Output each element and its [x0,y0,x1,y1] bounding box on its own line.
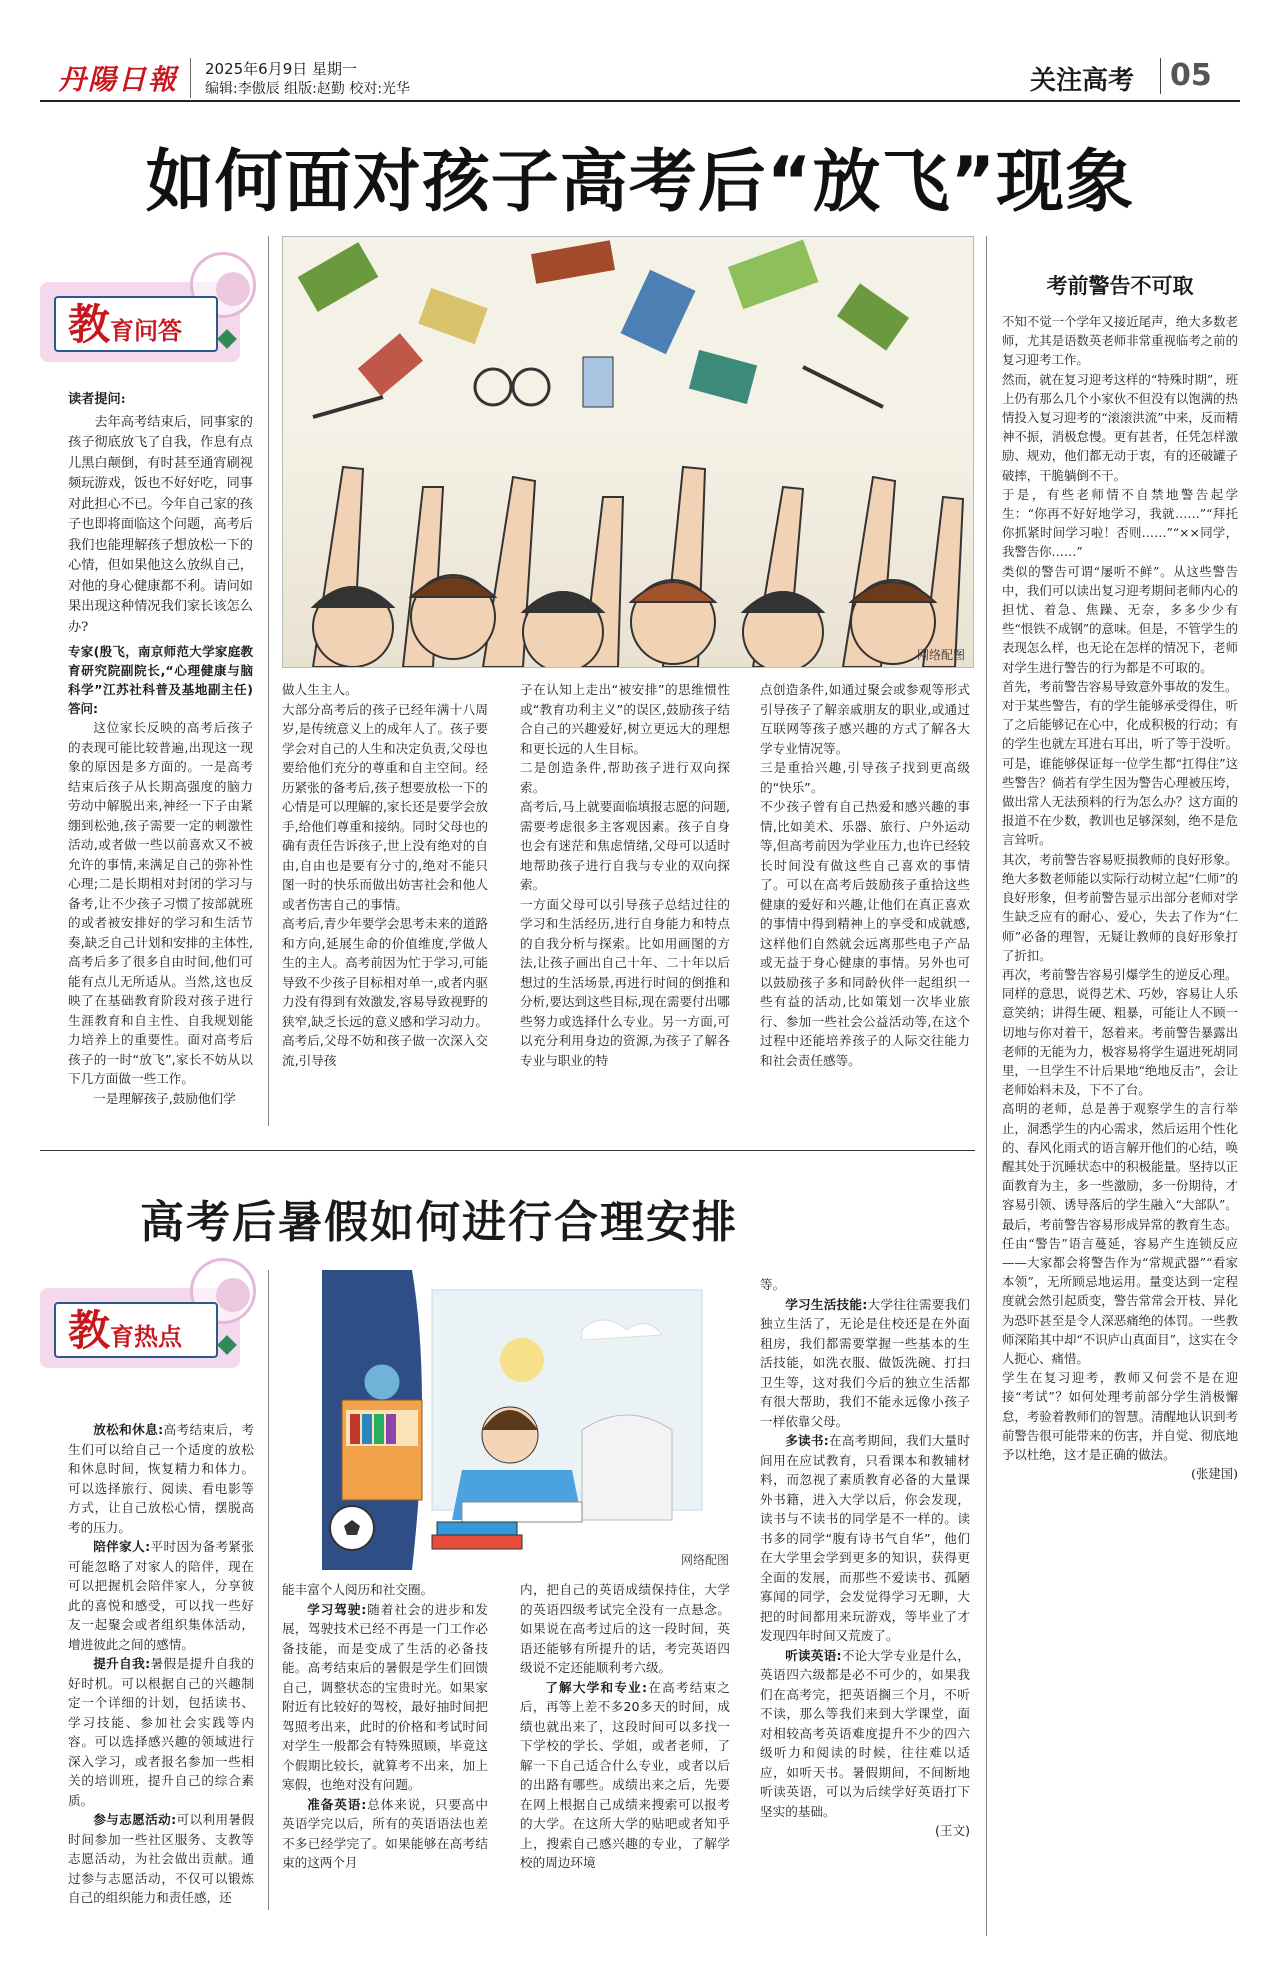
expert-byline: 专家(殷飞，南京师范大学家庭教育研究院副院长,“心理健康与脑科学”江苏社科普及基地副主任)答问: [68,644,253,716]
story2-author: (王文) [934,1823,970,1838]
badge-small-text: 育问答 [110,317,183,345]
student-reading-drawing [282,1270,737,1570]
tip-paragraph [760,1431,970,1646]
sidebar-rule [986,236,987,1936]
page-num-divider [1160,58,1161,94]
story1-image-caption: 网络配图 [916,648,965,662]
tip-heading: 了解大学和专业: [545,1679,648,1695]
book-spine [350,1414,360,1444]
tip-paragraph [282,1600,488,1795]
flying-book [298,242,379,312]
tip-paragraph [68,1810,254,1908]
story1-col3-text: 子在认知上走出“被安排”的思维惯性或“教育功利主义”的误区,鼓励孩子结合自己的兴趣爱好,树立更远大的理想和更长远的人生目标。 二是创造条件,帮助孩子进行双向探索。 高考后,马上就要面临填报志愿的问题,需要考虑很多主客观因素。孩子自身也会有迷茫和焦虑情绪,父母可以适时地帮助孩子进行自我与专业的双向探索。 一方面父母可以引导孩子总结过往的学习和生活经历,进行自身能力和特点的自我分析与探索。比如用画图的方法,让孩子画出自己十年、二十年以后想过的生活场景,再进行时间的倒推和分析,要达到这些目标,现在需要付出哪些努力或选择什么专业。另一方面,可以充分利用身边的资源,为孩子了解各专业与职业的特 [520,682,730,1068]
sidebar-body [1002,312,1238,1483]
tip-paragraph [282,1580,488,1600]
story2-column-1 [68,1420,254,1908]
tip-text: 平时因为备考紧张可能忽略了对家人的陪伴，现在可以把握机会陪伴家人，分享彼此的喜悦和感受，可以找一些好友一起聚会或者组织集体活动，增进彼此之间的感情。 [68,1539,254,1652]
tip-text: 随着社会的进步和发展，驾驶技术已经不再是一门工作必备技能，而是变成了生活的必备技能。高考结束后的暑假是学生们回馈自己，调整状态的宝贵时光。如果家附近有比较好的驾校，最好抽时间把驾照考出来，此时的价格和考试时间对学生一般都会有特殊照顾，毕竟这个假期比较长，就算考不出来，加上寒假，也绝对没有问题。 [282,1601,488,1792]
tip-heading: 学习生活技能: [785,1296,868,1312]
section-name: 关注高考 [1030,66,1135,96]
tip-text: 等。 [760,1277,786,1292]
tip-text: 内，把自己的英语成绩保持住，大学的英语四级考试完全没有一点悬念。如果说在高考过后的这一段时间，英语还能够有所提升的话，考完英语四级说不定还能顺利考六级。 [520,1582,730,1675]
story1-illustration [282,236,974,668]
tip-paragraph [520,1580,730,1678]
flying-glasses [513,369,549,405]
story2-column-4 [760,1275,970,1841]
tip-heading: 参与志愿活动: [93,1812,177,1827]
tip-paragraph [68,1420,254,1537]
tip-paragraph [760,1275,970,1295]
badge-corner-decoration [217,1335,237,1355]
flying-book [621,270,696,355]
flying-book [689,350,757,404]
story1-headline: 如何面对孩子高考后“放飞”现象 [145,143,1135,222]
issue-date: 2025年6月9日 星期一 [205,60,358,78]
badge-corner-decoration [217,329,237,349]
globe [364,1364,400,1400]
story2-headline: 高考后暑假如何进行合理安排 [140,1197,738,1248]
story2-illustration [282,1270,737,1570]
masthead-rule [40,100,1240,102]
tip-heading: 陪伴家人: [93,1539,151,1554]
story1-column-2 [282,680,488,1070]
editor-credits: 编辑:李傲辰 组版:赵勤 校对:光华 [205,81,411,97]
story-divider [40,1150,975,1151]
tip-heading: 学习驾驶: [307,1601,367,1617]
sun [500,1338,544,1382]
flying-cup [583,357,613,407]
tip-paragraph [760,1295,970,1432]
book-spine [362,1414,372,1444]
tip-text: 暑假是提升自我的好时机。可以根据自己的兴趣制定一个详细的计划，包括读书、学习技能、参加社会实践等内容。可以选择感兴趣的领域进行深入学习，或者报名参加一些相关的培训班，提升自己的综合素质。 [68,1656,254,1808]
flying-glasses [475,369,511,405]
expert-answer-paragraph: 这位家长反映的高考后孩子的表现可能比较普遍,出现这一现象的原因是多方面的。一是高考结束后孩子从长期高强度的脑力劳动中解脱出来,神经一下子由紧绷到松弛,孩子需要一定的刺激性活动,或者做一些以前喜欢又不被允许的事情,来满足自己的弥补性心理;二是长期相对封闭的学习与备考,让不少孩子习惯了按部就班的或者被安排好的学习和生活节奏,缺乏自己计划和安排的主体性,高考后多了很多自由时间,他们可能有点儿无所适从。当然,这也反映了在基础教育阶段对孩子进行生涯教育和自主性、自我规划能力培养上的重要性。面对高考后孩子的一时“放飞”,家长不妨从以下几方面做一些工作。 [68,720,253,1086]
tip-heading: 放松和休息: [93,1422,164,1437]
badge-dot-decoration [216,1278,250,1312]
story2-column-2 [282,1580,488,1873]
flying-book [837,283,909,350]
story1-column-1 [68,390,253,638]
sidebar-text: 不知不觉一个学年又接近尾声，绝大多数老师，尤其是语数英老师非常重视临考之前的复习迎考工作。 然而，就在复习迎考这样的“特殊时期”，班上仍有那么几个小家伙不但没有以饱满的热情投入复习迎考的“滚滚洪流”中来，反而精神不振，消极怠慢。更有甚者，任凭怎样激励、规劝，他们都无动于衷，有的还破罐子破摔，干脆躺倒不干。 于是，有些老师情不自禁地警告起学生：“你再不好好地学习，我就……”“拜托你抓紧时间学习啦！否则……”“××同学，我警告你……” 类似的警告可谓“屡听不鲜”。从这些警告中，我们可以读出复习迎考期间老师内心的担忧、着急、焦躁、无奈，多多少少有些“恨铁不成钢”的意味。但是，不管学生的表现怎么样，也无论在怎样的情况下，老师对学生进行警告的行为都是不可取的。 首先，考前警告容易导致意外事故的发生。 对于某些警告，有的学生能够承受得住，听了之后能够记在心中，化成积极的行动；有的学生也就左耳进右耳出，听了等于没听。可是，谁能够保证每一位学生都“扛得住”这些警告？倘若有学生因为警告心理被压垮，做出常人无法预料的行为怎么办？这方面的报道不在少数，教训也足够深刻，绝不是危言耸听。 其次，考前警告容易贬损教师的良好形象。 绝大多数老师能以实际行动树立起“仁师”的良好形象，但考前警告显示出部分老师对学生缺乏应有的耐心、爱心，失去了作为“仁师”必备的理智，无疑让教师的良好形象打了折扣。 再次，考前警告容易引爆学生的逆反心理。 同样的意思，说得艺术、巧妙，容易让人乐意笑纳；讲得生硬、粗暴，可能让人不顾一切地与你对着干，怒着来。考前警告暴露出老师的无能为力，极容易将学生逼进死胡同里，一旦学生不计后果地“绝地反击”，会让老师始料未及，下不了台。 高明的老师，总是善于观察学生的言行举止，洞悉学生的内心需求，然后运用个性化的、春风化雨式的语言解开他们的心结，唤醒其处于沉睡状态中的积极能量。坚持以正面教育为主，多一些激励，多一份期待，才容易引领、诱导落后的学生融入“大部队”。 最后，考前警告容易形成异常的教育生态。 任由“警告”语言蔓延，容易产生连锁反应——大家都会将警告作为“常规武器”“看家本领”，无所顾忌地运用。量变达到一定程度就会然引起质变，警告常常会开枝、异化为恐吓甚至是令人深恶痛绝的体罚。一些教师深陷其中却“不识庐山真面目”，这实在令人扼心、痛惜。 学生在复习迎考，教师又何尝不是在迎接“考试”？如何处理考前部分学生消极懈怠，考验着教师们的智慧。清醒地认识到考前警告很可能带来的伤害，并自觉、彻底地予以杜绝，这才是正确的做法。 [1002,314,1238,1462]
story2-image-caption: 网络配图 [680,1553,729,1567]
story1-col2-text: 做人生主人。 大部分高考后的孩子已经年满十八周岁,是传统意义上的成年人了。孩子要学会对自己的人生和决定负责,父母也要给他们充分的尊重和自主空间。经历紧张的备考后,孩子想要放松一下的心情是可以理解的,家长还是要学会放手,给他们尊重和接纳。同时父母也的确有责任告诉孩子,世上没有绝对的自由,自由也是要有分寸的,绝对不能只图一时的快乐而做出妨害社会和他人或者伤害自己的事情。 高考后,青少年要学会思考未来的道路和方向,延展生命的价值维度,学做人生的主人。高考前因为忙于学习,可能导致不少孩子目标相对单一,或者内驱力没有得到有效激发,容易导致视野的狭窄,缺乏长远的意义感和学习动力。高考后,父母不妨和孩子做一次深入交流,引导孩 [282,682,488,1068]
celebration-drawing [283,237,973,667]
tip-paragraph [68,1537,254,1654]
column-badge-hot [40,1288,240,1368]
column-rule [268,1270,269,1910]
tip-text: 高考结束后，考生们可以给自己一个适度的放松和休息时间，恢复精力和体力。可以选择旅行、阅读、看电影等方式，让自己放松心情，摆脱高考的压力。 [68,1422,255,1535]
masthead-divider [190,58,191,98]
tip-paragraph [68,1654,254,1810]
tip-text: 总体来说，只要高中英语学完以后，所有的英语语法也差不多已经学完了。如果能够在高考结束的这两个月 [282,1796,488,1870]
tip-heading: 多读书: [785,1433,829,1448]
flying-pen [803,367,883,407]
column-badge-qa [40,282,240,362]
bed [582,1415,672,1520]
badge-big-char: 教 [68,1306,111,1355]
sidebar-title: 考前警告不可取 [1046,274,1194,298]
tip-text: 在高考期间，我们大量时间用在应试教育，只看课本和教辅材料，而忽视了素质教育必备的大量课外书籍，进入大学以后，你会发现，读书与不读书的同学是不一样的。读书多的同学“腹有诗书气自华”，他们在大学里会学到更多的知识，获得更全面的发展，而那些不爱读书、孤陋寡闻的同学，会发觉得学习无聊，大把的时间都用来玩游戏，等毕业了才发现四年时间又荒废了。 [760,1433,970,1643]
book-spine [386,1414,396,1444]
tip-text: 大学往往需要我们独立生活了，无论是住校还是在外面租房，我们都需要掌握一些基本的生活技能，如洗衣服、做饭洗碗、打扫卫生等，这对我们今后的独立生活都有很大帮助，我们不能永远像小孩子一样依靠父母。 [760,1296,971,1429]
reader-question-label: 读者提问: [68,392,126,407]
flying-book [728,240,819,310]
book-stack [437,1522,517,1535]
flying-pen [313,397,383,417]
tip-paragraph [760,1646,970,1822]
tip-text: 不论大学专业是什么，英语四六级都是必不可少的，如果我们在高考完，把英语搁三个月，不听不读，那么等我们来到大学课堂，面对相较高考英语难度提升不少的四六级听力和阅读的时候，往往难以适应，如听天书。暑假期间，不间断地听读英语，可以为后续学好英语打下坚实的基础。 [760,1647,970,1819]
tip-heading: 准备英语: [307,1796,367,1812]
sidebar-author: (张建国) [1191,1466,1238,1482]
tip-text: 可以利用暑假时间参加一些社区服务、支教等志愿活动，为社会做出贡献。通过参与志愿活动，不仅可以锻炼自己的组织能力和责任感，还 [68,1812,254,1905]
flying-book [531,240,615,283]
badge-dot-decoration [216,272,250,306]
book-spine [374,1414,384,1444]
newspaper-logo: 丹陽日報 [58,63,179,96]
tip-text: 能丰富个人阅历和社交圈。 [282,1582,434,1597]
story1-column-4 [760,680,970,1070]
flying-book [358,333,423,396]
expert-answer-paragraph: 一是理解孩子,鼓励他们学 [93,1090,236,1106]
badge-small-text: 育热点 [110,1323,183,1351]
badge-big-char: 教 [68,300,111,349]
story2-column-3 [520,1580,730,1873]
tip-heading: 提升自我: [93,1656,151,1671]
tip-heading: 听读英语: [785,1647,842,1663]
flying-book [418,288,487,344]
story1-column-3 [520,680,730,1070]
tip-text: 在高考结束之后，再等上差不多20多天的时间，成绩也就出来了，这段时间可以多找一下学校的学长、学姐，或者老师，了解一下自己适合什么专业，或者以后的出路有哪些。成绩出来之后，先要在网上根据自己成绩来搜索可以报考的大学。在这所大学的贴吧或者知乎上，搜索自己感兴趣的专业，了解学校的周边环境 [520,1679,730,1870]
story1-col4-text: 点创造条件,如通过聚会或参观等形式引导孩子了解亲戚朋友的职业,或通过互联网等孩子感兴趣的方式了解各大学专业情况等。 三是重拾兴趣,引导孩子找到更高级的“快乐”。 不少孩子曾有自己热爱和感兴趣的事情,比如美术、乐器、旅行、户外运动等,但高考前因为学业压力,也许已经较长时间没有做这些自己喜欢的事情了。可以在高考后鼓励孩子重拾这些健康的爱好和兴趣,让他们在真正喜欢的事情中得到精神上的享受和成就感,这样他们自然就会远离那些电子产品或无益于身心健康的事情。另外也可以鼓励孩子多和同龄伙伴一起组织一些有益的活动,比如策划一次毕业旅行、参加一些社会公益活动等,在这个过程中还能培养孩子的人际交往能力和社会责任感等。 [760,682,970,1068]
book-stack [432,1535,522,1549]
tip-paragraph [282,1795,488,1873]
column-rule [268,236,269,1126]
page-number: 05 [1170,58,1212,93]
story1-column-1-expert [68,642,253,1108]
tip-paragraph [520,1678,730,1873]
open-book [462,1502,582,1522]
reader-question-text: 去年高考结束后，同事家的孩子彻底放飞了自我，作息有点儿黑白颠倒，有时甚至通宵刷视频玩游戏，饭也不好好吃，同事对此担心不已。今年自己家的孩子也即将面临这个问题，高考后我们也能理解孩子想放松一下的心情，但如果他这么放纵自己，对他的身心健康都不利。请问如果出现这种情况我们家长该怎么办? [68,414,253,635]
